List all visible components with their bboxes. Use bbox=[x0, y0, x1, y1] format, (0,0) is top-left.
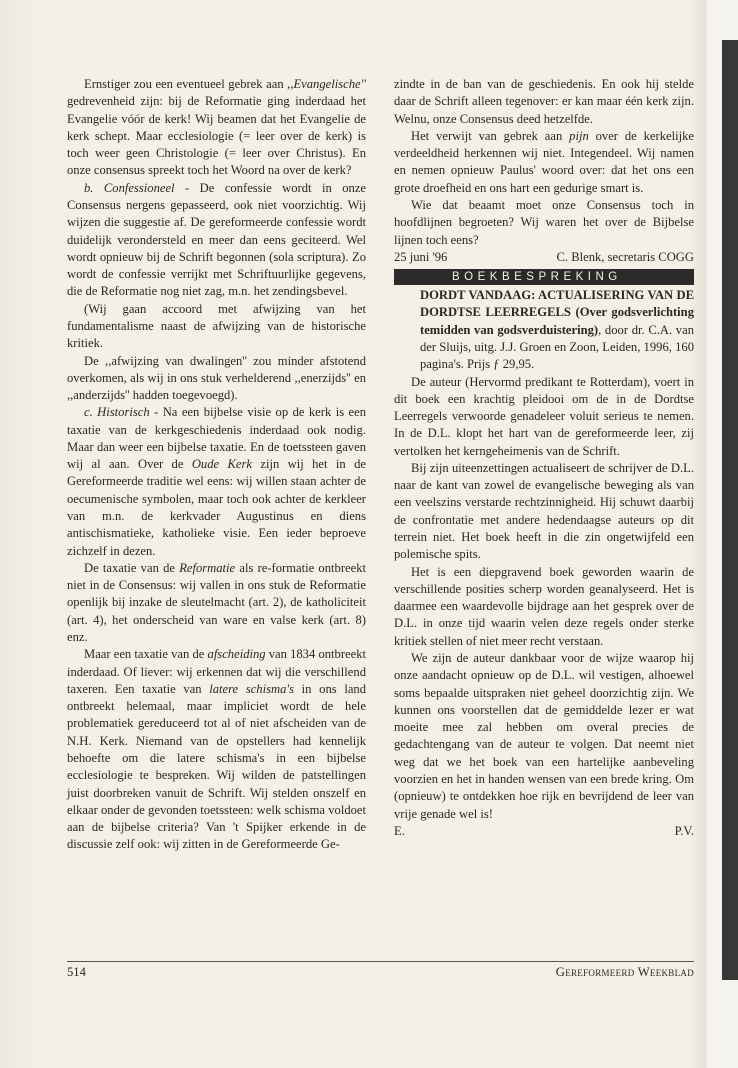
review-paragraph-1: De auteur (Hervormd predikant te Rotterdam), voert in dit boek een krachtig pleidooi om de in de Dordtse Leerregels verwoorde genadeleer voluit serieus te nemen. In de D.L. klopt het hart van de gereformeerde leer, zij vertolken het kerngeheimenis van de Schrift. bbox=[394, 374, 694, 458]
publication-name: Gereformeerd Weekblad bbox=[555, 965, 694, 979]
right-paragraph-3: Wie dat beaamt moet onze Consensus toch in hoofdlijnen begroeten? Wij waren het over de Bijbelse lijnen toch eens? bbox=[394, 197, 694, 247]
left-paragraph-6: De taxatie van de Reformatie als re-formatie ontbreekt niet in de Consensus: wij vallen in ons stuk de Reformatie openlijk bij inzake de sleutelmacht (art. 2), de katholiciteit (art. 4), het onderscheid van ware en valse kerk (art. 8) enz. bbox=[67, 560, 366, 644]
review-signature-line bbox=[394, 823, 694, 840]
section-banner: BOEKBESPREKING bbox=[394, 269, 694, 285]
left-paragraph-3: (Wij gaan accoord met afwijzing van het fundamentalisme naast de afwijzing van de historische kritiek. bbox=[67, 301, 366, 351]
review-sign-right: P.V. bbox=[674, 823, 694, 838]
left-paragraph-1: Ernstiger zou een eventueel gebrek aan ,,Evangelische'' gedrevenheid zijn: bij de Reformatie ging inderdaad het Evangelie vóór de kerk! Wij beamen dat het Evangelie de kerk schept. Maar ecclesiologie (= leer over de kerk) is toch weer geen Christologie (= leer over Christus). En onze consensus spreekt toch het Woord na over de kerk? bbox=[67, 77, 366, 178]
letter-date: 25 juni '96 bbox=[394, 249, 448, 264]
review-paragraph-2: Bij zijn uiteenzettingen actualiseert de schrijver de D.L. naar de kant van zowel de evangelische beweging als van een veelszins verstarde rechtzinnigheid. Hij schuwt daarbij de confrontatie met andere hedendaagse auteurs op dit terrein niet. Het boek heeft in die zin ongetwijfeld een polemische spits. bbox=[394, 460, 694, 562]
left-paragraph-4: De ,,afwijzing van dwalingen'' zou minder afstotend overkomen, als wij in ons stuk verhelderend ,,enerzijds'' en ,,anderzijds'' hadden toegevoegd). bbox=[67, 353, 366, 403]
book-heading bbox=[394, 287, 694, 373]
left-paragraph-5: c. Historisch - Na een bijbelse visie op de kerk is een taxatie van de kerkgeschiedenis inderdaad ook nodig. Maar dan weer een bijbelse taxatie. En de toetssteen gaven wij al aan. Over de Oude Kerk zijn wij het in de Gereformeerde traditie wel eens: wij willen staan achter de oecumenische symbolen, maar toch ook achter de kerkleer van m.n. de kerkvader Augustinus en diens antischismatieke, katholieke visie. Een ieder beproeve zichzelf in dezen. bbox=[67, 405, 366, 558]
letter-signature: C. Blenk, secretaris COGG bbox=[556, 249, 694, 264]
right-paragraph-1: zindte in de ban van de geschiedenis. En ook hij stelde daar de Schrift alleen tegenover: er kan maar één kerk zijn. Welnu, onze Consensus deed hetzelfde. bbox=[394, 77, 694, 126]
left-paragraph-2: b. Confessioneel - De confessie wordt in onze Consensus nergens gepasseerd, ook niet voorzichtig. Wij wijzen die suggestie af. De gereformeerde confessie wordt duidelijk verondersteld en meer dan eens geciteerd. Wel wordt opnieuw bij de Schrift begonnen (sola scriptura). Zo wordt de confessie verrijkt met Schriftuurlijke gegevens, die de Reformatie nog niet zag, m.n. het zendingsbevel. bbox=[67, 180, 367, 299]
review-paragraph-4: We zijn de auteur dankbaar voor de wijze waarop hij onze aandacht opnieuw op de D.L. wil vestigen, alhoewel soms bepaalde uitspraken niet geheel doorzichtig zijn. We kunnen ons voorstellen dat de gemiddelde lezer er wat moeite mee zal hebben om overal precies de gedachtengang van de auteur te volgen. Dat neemt niet weg dat we het boek van een hartelijke aanbeveling voorzien en het in handen wensen van een brede kring. Om (opnieuw) te ontdekken hoe rijk en bevrijdend de leer van vrije genade wel is! bbox=[394, 651, 694, 821]
review-paragraph-3: Het is een diepgravend boek geworden waarin de verschillende posities scherp worden geanalyseerd. Het is daarmee een waardevolle bijdrage aan het gesprek over de D.L. in onze tijd waarin velen deze regels onder sterke kritiek stellen of niet meer recht verstaan. bbox=[394, 564, 694, 648]
footer-rule bbox=[67, 961, 694, 962]
left-column bbox=[67, 76, 366, 854]
review-sign-left: E. bbox=[394, 823, 405, 838]
book-title: DORDT VANDAAG: ACTUALISERING VAN DE DORDTSE LEERREGELS (Over godsverlichting temidden van godsverduistering) bbox=[420, 288, 694, 337]
left-paragraph-7: Maar een taxatie van de afscheiding van 1834 ontbreekt inderdaad. Of liever: wij erkennen dat wij die verschillend taxeren. Een taxatie van latere schisma's in ons land ontbreekt helemaal, maar impliciet wordt de hele problematiek gereduceerd tot al of niet afscheiden van de N.H. Kerk. Niemand van de opstellers had kennelijk behoefte om die latere schisma's in een bijbelse ecclesiologie te bespreken. Wij wilden de patstellingen juist doorbreken vanuit de Schrift. Wij stelden onszelf en elkaar onder de gevonden toetssteen: welk schisma voldoet aan de bijbelse criteria? Van 't Spijker erkende in de discussie zelf ook: wij zitten in de Gereformeerde Ge- bbox=[67, 647, 367, 852]
book-details: , door dr. C.A. van der Sluijs, uitg. J.J. Groen en Zoon, Leiden, 1996, 160 pagina's. Prijs ƒ 29,95. bbox=[420, 322, 694, 372]
right-paragraph-2: Het verwijt van gebrek aan pijn over de kerkelijke verdeeldheid herkennen wij niet. Integendeel. Wij namen en nemen opnieuw Paulus' woord over: dat het ons een grote droefheid en ons hart een gedurige smart is. bbox=[394, 128, 694, 195]
adjacent-page-edge bbox=[722, 40, 738, 980]
right-column bbox=[394, 76, 694, 840]
letter-signature-line bbox=[394, 249, 694, 266]
page-number: 514 bbox=[67, 965, 86, 979]
